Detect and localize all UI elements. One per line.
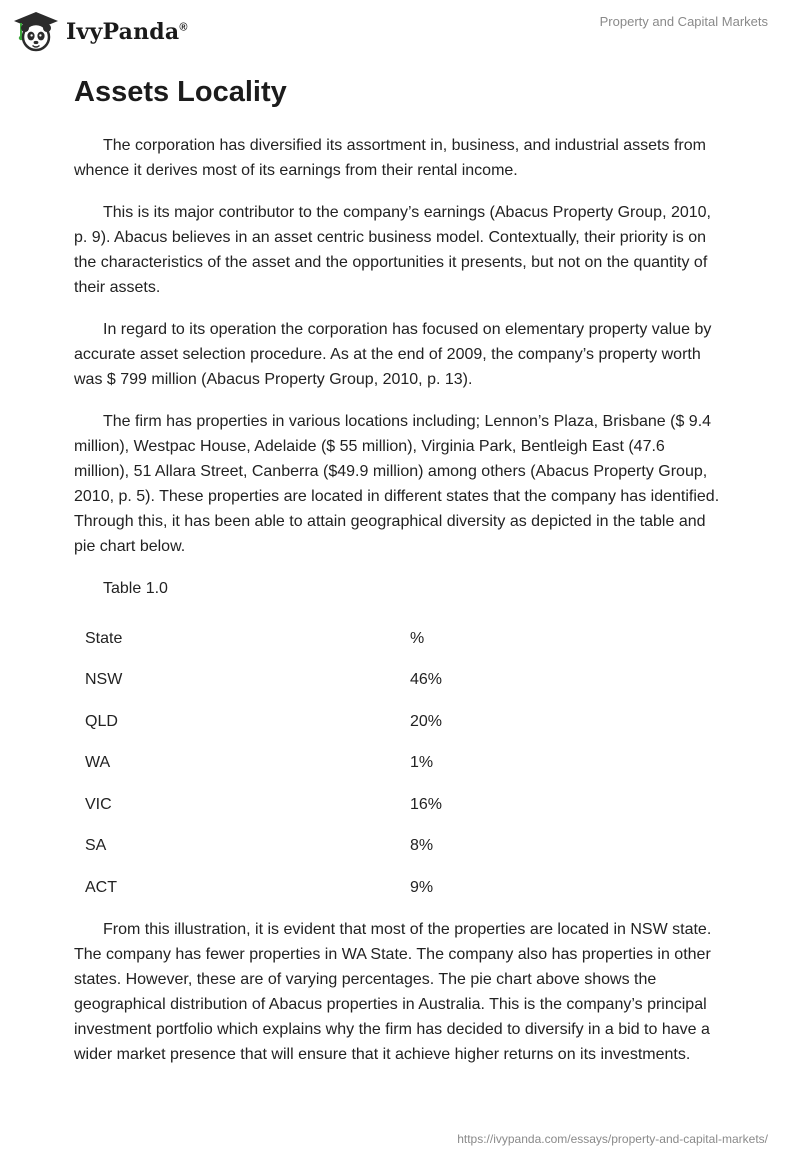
table-cell-percent: 46%	[410, 671, 443, 689]
table-cell-percent: 8%	[410, 837, 434, 855]
table-cell-state: QLD	[85, 712, 118, 730]
section-heading: Assets Locality	[74, 76, 287, 108]
paragraph: From this illustration, it is evident that most of the properties are located in NSW state. The company has fewer properties in WA State. The company also has properties in other states. However, these are of varying percentages. The pie chart above shows the geographical distribution of Abacus properties in Australia. This is the company’s principal investment portfolio which explains why the firm has decided to diversify in a bid to have a wider market presence that will ensure that it achieve higher returns on its investments.	[74, 920, 712, 1063]
table-cell-state: ACT	[85, 878, 117, 896]
table-header-row	[74, 618, 674, 660]
table-row	[74, 701, 674, 743]
table-cell-state: SA	[85, 837, 107, 855]
source-url[interactable]: https://ivypanda.com/essays/property-and-capital-markets/	[457, 1132, 768, 1146]
table-row	[74, 826, 674, 868]
table-row	[74, 867, 674, 909]
paragraph: The corporation has diversified its assortment in, business, and industrial assets from whence it derives most of its earnings from their rental income.	[74, 137, 706, 179]
table-row	[74, 660, 674, 702]
table-cell-percent: 9%	[410, 878, 434, 896]
paragraph: This is its major contributor to the company’s earnings (Abacus Property Group, 2010, p. 9). Abacus believes in an asset centric business model. Contextually, their priority is on the characteristics of the asset and the opportunities it presents, but not on the quantity of their assets.	[74, 204, 711, 296]
brand-logo[interactable]	[12, 8, 188, 56]
paragraph: In regard to its operation the corporation has focused on elementary property value by accurate asset selection procedure. As at the end of 2009, the company’s property worth was $ 799 million (Abacus Property Group, 2010, p. 13).	[74, 321, 712, 388]
article-body	[74, 72, 724, 1067]
table-cell-state: VIC	[85, 795, 112, 813]
document-title: Property and Capital Markets	[599, 14, 768, 29]
site-header	[0, 0, 800, 64]
table-cell-percent: 1%	[410, 754, 434, 772]
table-row	[74, 743, 674, 785]
state-distribution-table	[74, 618, 674, 909]
table-header-state: State	[85, 629, 123, 647]
panda-graduate-logo-icon	[12, 10, 60, 54]
table-row	[74, 784, 674, 826]
table-caption: Table 1.0	[103, 580, 168, 597]
table-cell-percent: 20%	[410, 712, 443, 730]
table-cell-state: WA	[85, 754, 111, 772]
table-cell-percent: 16%	[410, 795, 443, 813]
table-header-percent: %	[410, 629, 425, 647]
paragraph: The firm has properties in various locations including; Lennon’s Plaza, Brisbane ($ 9.4 million), Westpac House, Adelaide ($ 55 million), Virginia Park, Bentleigh East (47.6 million), 51 Allara Street, Canberra ($49.9 million) among others (Abacus Property Group, 2010, p. 5). These properties are located in different states that the company has identified. Through this, it has been able to attain geographical diversity as depicted in the table and pie chart below.	[74, 413, 720, 555]
brand-name: IvyPanda®	[66, 19, 188, 45]
table-cell-state: NSW	[85, 671, 123, 689]
